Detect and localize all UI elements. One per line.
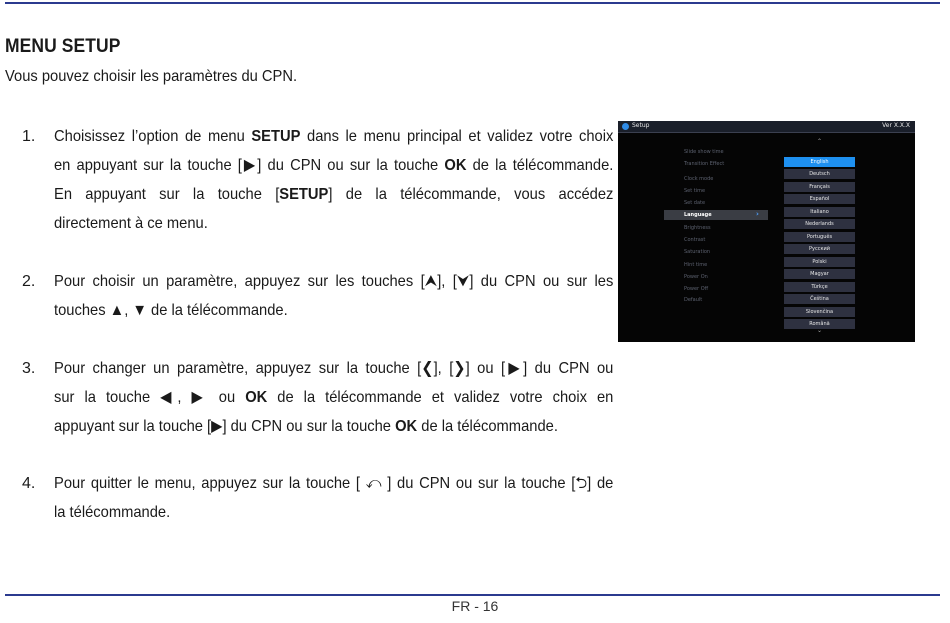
intro-text: Vous pouvez choisir les paramètres du CPN. <box>5 68 298 85</box>
language-option[interactable]: Português <box>784 232 855 242</box>
language-option[interactable]: Français <box>784 182 855 192</box>
step-line: directement à ce menu. <box>54 215 208 232</box>
screen-title: Setup <box>632 122 650 129</box>
language-option-selected[interactable]: English <box>784 157 855 167</box>
step-number: 4. <box>22 475 36 492</box>
step-line: touches ▲, ▼ de la télécommande. <box>54 302 288 319</box>
step-line: Pour changer un paramètre, appuyez sur la touche [❮], [❯] ou [▶] du CPN ou <box>54 360 614 377</box>
step-line: Pour quitter le menu, appuyez sur la touche [ ⤺ ] du CPN ou sur la touche [⮌] de <box>54 475 614 492</box>
menu-item-selected[interactable] <box>664 210 768 220</box>
language-option[interactable]: Čeština <box>784 294 855 304</box>
menu-item[interactable]: Transition Effect <box>684 161 725 167</box>
menu-item[interactable]: Brightness <box>684 225 711 231</box>
language-option[interactable]: Nederlands <box>784 219 855 229</box>
chevron-right-icon: › <box>756 210 759 218</box>
menu-item[interactable]: Contrast <box>684 237 706 243</box>
step-line: la télécommande. <box>54 504 171 521</box>
step-number: 3. <box>22 360 36 377</box>
menu-item[interactable]: Power Off <box>684 286 709 292</box>
step-number: 2. <box>22 273 36 290</box>
language-option[interactable]: Slovenčina <box>784 307 855 317</box>
language-option[interactable]: Magyar <box>784 269 855 279</box>
menu-item[interactable]: Hint time <box>684 262 708 268</box>
version-label: Ver X.X.X <box>882 122 910 129</box>
menu-item[interactable]: Clock mode <box>684 176 714 182</box>
page-number: FR - 16 <box>451 598 499 614</box>
step-line: Choisissez l’option de menu SETUP dans le menu principal et validez votre choix <box>54 128 614 145</box>
page-title: MENU SETUP <box>5 36 121 57</box>
menu-item[interactable]: Set time <box>684 188 706 194</box>
menu-item[interactable]: Power On <box>684 274 708 280</box>
language-option[interactable]: Română <box>784 319 855 329</box>
language-option[interactable]: Español <box>784 194 855 204</box>
step-line: appuyant sur la touche [▶] du CPN ou sur la touche OK de la télécommande. <box>54 418 558 435</box>
menu-item[interactable]: Saturation <box>684 249 711 255</box>
chevron-down-icon[interactable]: ⌄ <box>816 327 823 334</box>
step-line: en appuyant sur la touche [▶] du CPN ou sur la touche OK de la télécommande. <box>54 157 614 174</box>
logo-icon <box>622 123 629 130</box>
top-rule <box>5 2 940 4</box>
menu-item[interactable]: Default <box>684 297 703 303</box>
chevron-up-icon[interactable]: ⌃ <box>816 138 823 145</box>
language-option[interactable]: Polski <box>784 257 855 267</box>
language-option[interactable]: Deutsch <box>784 169 855 179</box>
step-line: En appuyant sur la touche [SETUP] de la télécommande, vous accédez <box>54 186 614 203</box>
step-number: 1. <box>22 128 36 145</box>
screen-title-bar <box>618 121 915 133</box>
language-option[interactable]: Türkçe <box>784 282 855 292</box>
menu-item[interactable]: Slide show time <box>684 149 724 155</box>
step-line: sur la touche ◀, ▶ ou OK de la télécommande et validez votre choix en <box>54 389 614 406</box>
step-line: Pour choisir un paramètre, appuyez sur les touches [⮝], [⮟] du CPN ou sur les <box>54 273 614 290</box>
setup-menu-screenshot <box>618 121 915 342</box>
language-option[interactable]: Русский <box>784 244 855 254</box>
bottom-rule <box>5 594 940 596</box>
language-option[interactable]: Italiano <box>784 207 855 217</box>
menu-item[interactable]: Set date <box>684 200 706 206</box>
menu-item-label: Language <box>684 212 712 218</box>
